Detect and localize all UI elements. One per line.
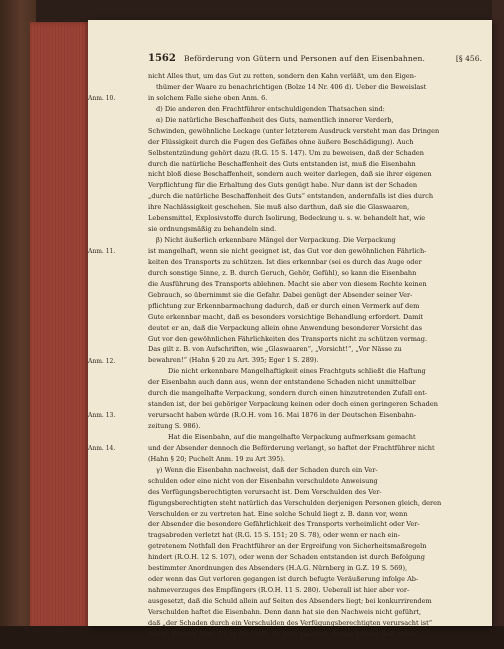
margin-note: Anm. 13.: [88, 412, 116, 420]
text-line: ist mangelhaft, wenn sie nicht geeignet ist, das Gut vor den gewöhnlichen Fährlich-: [148, 247, 427, 255]
text-line: β) Nicht äußerlich erkennbare Mängel der Verpackung. Die Verpackung: [156, 236, 396, 245]
section-reference: [§ 456.: [455, 54, 482, 63]
text-line: verursacht haben würde (R.O.H. vom 16. Mai 1876 in der Deutschen Eisenbahn-: [148, 411, 417, 420]
text-line: Verschulden haftet die Eisenbahn. Denn dann hat sie den Nachweis nicht geführt,: [148, 607, 422, 616]
margin-note: Anm. 12.: [88, 357, 116, 365]
text-line: Lebensmittel, Explosivstoffe durch Isolirung, Bedeckung u. s. w. behandelt hat, wie: [148, 214, 426, 223]
text-line: Selbstentzündung gehört dazu (R.G. 15 S. 147). Um zu beweisen, daß der Schaden: [148, 148, 424, 157]
text-line: durch die mangelhafte Verpackung, sondern durch einen hinzutretenden Zufall ent-: [148, 389, 428, 398]
text-line: (vergl. Förtsch Anm. 13 zu Art. 395). Es geht das auch daraus hervor, daß, wenn: [148, 629, 416, 638]
running-title: Beförderung von Gütern und Personen auf den Eisenbahnen.: [184, 54, 425, 63]
margin-note: Anm. 10.: [88, 94, 116, 102]
text-line: sie ordnungsmäßig zu behandeln sind.: [148, 225, 277, 234]
book-cover-right: [492, 0, 504, 649]
text-line: zeitung S. 986).: [148, 422, 201, 430]
margin-note: Anm. 11.: [88, 248, 116, 256]
text-line: der Flüssigkeit durch die Fugen des Gefäßes ohne äußere Beschädigung). Auch: [148, 137, 414, 146]
text-line: der Absender die besondere Gefährlichkeit des Transports verheimlicht oder Ver-: [148, 520, 420, 529]
text-line: „durch die natürliche Beschaffenheit des Guts“ entstanden, andernfalls ist dies durch: [148, 192, 434, 201]
text-line: Gut vor den gewöhnlichen Fährlichkeiten des Transports nicht zu schützen vermag.: [148, 334, 428, 343]
text-line: ausgesetzt, daß die Schuld allein auf Seiten des Absenders liegt; bei konkurrirendem: [148, 597, 432, 605]
text-line: tragsabreden verletzt hat (R.G. 15 S. 151; 20 S. 78), oder wenn er nach ein-: [148, 531, 400, 540]
page-edges: [30, 22, 90, 629]
text-line: bewahren!“ (Hahn § 20 zu Art. 395; Eger 1 S. 289).: [148, 356, 319, 365]
text-line: ihre Nachlässigkeit geschehen. Sie muß also darthun, daß sie die Glaswaaren,: [148, 203, 410, 212]
text-line: Schwinden, gewöhnliche Leckage (unter letzterem Ausdruck versteht man das Dringen: [148, 126, 440, 135]
text-line: hindert (R.O.H. 12 S. 107), oder wenn der Schaden entstanden ist durch Befolgung: [148, 553, 425, 562]
text-line: Verschulden er zu vertreten hat. Eine solche Schuld liegt z. B. dann vor, wenn: [148, 509, 408, 518]
page-number: 1562: [148, 53, 176, 64]
text-line: thümer der Waare zu benachrichtigen (Bolze 14 Nr. 406 d). Ueber die Beweislast: [156, 82, 427, 91]
text-line: durch sonstige Sinne, z. B. durch Geruch, Gehör, Gefühl), so kann die Eisenbahn: [148, 268, 417, 277]
text-line: des Verfügungsberechtigten verursacht ist. Dem Verschulden des Ver-: [148, 487, 382, 496]
text-line: oder wenn das Gut verloren gegangen ist durch befugte Veräußerung infolge Ab-: [148, 575, 419, 584]
text-line: schulden oder eine nicht von der Eisenbahn verschuldete Anweisung: [148, 476, 378, 485]
text-line: nahmeverzuges des Empfängers (R.O.H. 11 S. 280). Ueberall ist hier aber vor-: [148, 586, 410, 595]
text-line: getretenem Nothfall den Frachtführer an der Ergreifung von Sicherheitsmaßregeln: [148, 542, 427, 551]
margin-note: Anm. 14.: [88, 445, 116, 453]
text-line: und der Absender dennoch die Beförderung verlangt, so haftet der Frachtführer nicht: [148, 443, 435, 452]
text-line: γ) Wenn die Eisenbahn nachweist, daß der Schaden durch ein Ver-: [156, 465, 378, 474]
text-line: Gute erkennbar macht, daß es besonders vorsichtige Behandlung erfordert. Damit: [148, 312, 424, 321]
book-page: [88, 20, 492, 638]
text-line: nicht Alles thut, um das Gut zu retten, sondern den Kahn verläßt, um den Eigen-: [148, 72, 417, 80]
text-line: die Ausführung des Transports ablehnen. Macht sie aber von diesem Rechte keinen: [148, 279, 427, 288]
body-text: [88, 71, 487, 640]
text-line: (Hahn § 20; Puchelt Anm. 19 zu Art 395).: [148, 454, 286, 463]
text-line: Gebrauch, so übernimmt sie die Gefahr. Dabei genügt der Absender seiner Ver-: [148, 290, 413, 299]
text-line: Hat die Eisenbahn, auf die mangelhafte Verpackung aufmerksam gemacht: [168, 432, 416, 441]
text-line: Das gilt z. B. von Aufschriften, wie „Glaswaaren“, „Vorsicht!“, „Vor Nässe zu: [148, 345, 402, 354]
text-line: der Eisenbahn auch dann aus, wenn der entstandene Schaden nicht unmittelbar: [148, 378, 416, 387]
text-line: standen ist, der bei gehöriger Verpackung keinen oder doch einen geringeren Schaden: [148, 400, 438, 409]
text-line: deutet er an, daß die Verpackung allein ohne Anwendung besonderer Vorsicht das: [148, 323, 423, 332]
text-line: daß „der Schaden durch ein Verschulden des Verfügungsberechtigten verursacht ist“: [148, 618, 433, 627]
text-line: durch die natürliche Beschaffenheit des Guts entstanden ist, muß die Eisenbahn: [148, 159, 416, 168]
text-line: Die nicht erkennbare Mangelhaftigkeit eines Frachtguts schließt die Haftung: [168, 367, 426, 376]
text-line: d) Die anderen den Frachtführer entschuldigenden Thatsachen sind:: [156, 104, 385, 113]
text-line: keiten des Transports zu schützen. Ist dies erkennbar (sei es durch das Auge oder: [148, 257, 422, 266]
text-line: nicht bloß diese Beschaffenheit, sondern auch weiter darlegen, daß sie ihrer eigenen: [148, 170, 432, 179]
text-line: fügungsberechtigten steht natürlich das Verschulden derjenigen Personen gleich, deren: [148, 498, 442, 507]
text-line: Verpflichtung für die Erhaltung des Guts genügt habe. Nur dann ist der Schaden: [148, 181, 418, 190]
text-line: bestimmter Anordnungen des Absenders (H.A.G. Nürnberg in G.Z. 19 S. 569),: [148, 564, 408, 573]
text-line: pflichtung zur Erkennbarmachung dadurch, daß er durch einen Vermerk auf dem: [148, 301, 420, 310]
text-line: α) Die natürliche Beschaffenheit des Guts, namentlich innerer Verderb,: [156, 115, 394, 124]
text-line: in solchem Falle siehe oben Anm. 6.: [148, 93, 268, 102]
